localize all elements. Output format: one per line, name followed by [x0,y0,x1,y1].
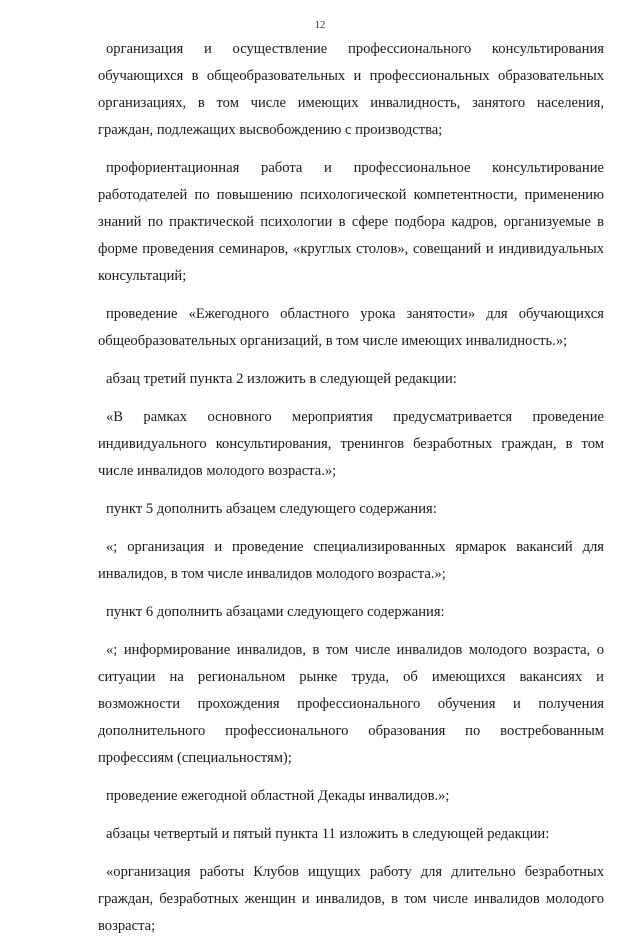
page-number: 12 [314,20,326,31]
paragraph: «; организация и проведение специализированных ярмарок вакансий для инвалидов, в том числе инвалидов молодого возраста.»; [98,539,604,582]
paragraph: проведение ежегодной областной Декады инвалидов.»; [106,788,450,804]
paragraph: «организация работы Клубов ищущих работу для длительно безработных граждан, безработных женщин и инвалидов, в том числе инвалидов молодого возраста; [98,864,604,934]
paragraph: профориентационная работа и профессиональное консультирование работодателей по повышению психологической компетентности, применению знаний по практической психологии в сфере подбора кадров, организуемые в форме проведения семинаров, «круглых столов», совещаний и индивидуальных консультаций; [98,160,604,284]
paragraph: проведение «Ежегодного областного урока занятости» для обучающихся общеобразовательных организаций, в том числе имеющих инвалидность.»; [98,306,604,349]
paragraph: абзацы четвертый и пятый пункта 11 изложить в следующей редакции: [106,826,550,842]
document-body [98,36,604,940]
paragraph: абзац третий пункта 2 изложить в следующей редакции: [106,371,457,387]
paragraph: организация и осуществление профессионального консультирования обучающихся в общеобразовательных и профессиональных образовательных организациях, в том числе имеющих инвалидность, занятого населения, граждан, подлежащих высвобождению с производства; [98,41,604,138]
paragraph: «В рамках основного мероприятия предусматривается проведение индивидуального консультирования, тренингов безработных граждан, в том числе инвалидов молодого возраста.»; [98,409,604,479]
paragraph: «; информирование инвалидов, в том числе инвалидов молодого возраста, о ситуации на региональном рынке труда, об имеющихся вакансиях и возможности прохождения профессионального обучения и получения дополнительного профессионального образования по востребованным профессиям (специальностям); [98,642,604,766]
paragraph: пункт 5 дополнить абзацем следующего содержания: [106,501,437,517]
paragraph: пункт 6 дополнить абзацами следующего содержания: [106,604,445,620]
